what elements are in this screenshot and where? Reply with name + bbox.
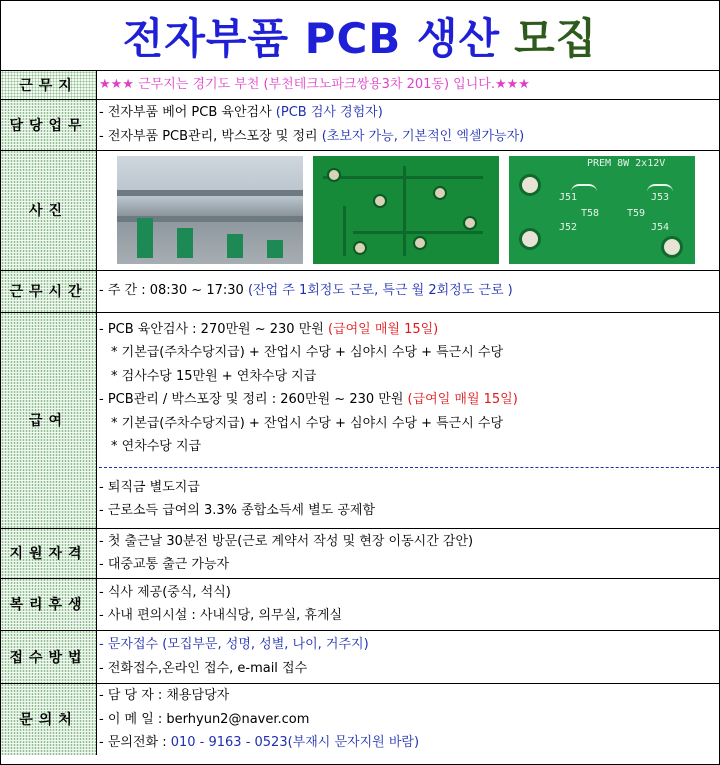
label-pay: 급여 [1, 312, 97, 528]
label-duties: 담당업무 [1, 99, 97, 150]
apply-item: - 전화접수,온라인 접수, e-mail 접수 [99, 660, 308, 676]
label-welfare: 복리후생 [1, 578, 97, 630]
pay-detail: * 기본급(주차수당지급) + 잔업시 수당 + 심야시 수당 + 특근시 수당 [111, 415, 504, 431]
label-location: 근무지 [1, 71, 97, 99]
hours-text: - 주 간 : 08:30 ~ 17:30 (잔업 주 1회정도 근로, 특근 월 2회정도 근로 ) [99, 283, 513, 299]
label-hours: 근무시간 [1, 270, 97, 312]
apply-item: - 문자접수 (모집부문, 성명, 성별, 나이, 거주지) [99, 637, 369, 652]
pay-extra: - 퇴직금 별도지급 [99, 479, 200, 495]
label-contact: 문의처 [1, 683, 97, 755]
label-photos: 사진 [1, 150, 97, 270]
location-text: ★★★ 근무지는 경기도 부천 (부천테크노파크쌍용3차 201동) 입니다.★★★ [99, 77, 530, 92]
pcb-board-photo [313, 156, 499, 264]
welfare-item: - 식사 제공(중식, 석식) [99, 584, 231, 600]
title-main: 전자부품 PCB 생산 [122, 13, 501, 63]
pcb-closeup-photo: PREM 8W 2x12V J51 J52 T58 T59 J53 J54 [509, 156, 695, 264]
label-apply: 접수방법 [1, 630, 97, 683]
qualification-item: - 대중교통 출근 가능자 [99, 557, 230, 572]
info-table [1, 71, 719, 755]
divider [99, 467, 719, 468]
duty-item: - 전자부품 PCB관리, 박스포장 및 정리 (초보자 가능, 기본적인 엑셀가능자) [99, 128, 525, 144]
title-accent: 모집 [514, 13, 598, 63]
pay-job1: - PCB 육안검사 : 270만원 ~ 230 만원 (급여일 매월 15일) [99, 321, 439, 337]
contact-phone[interactable]: - 문의전화 : 010 - 9163 - 0523(부재시 문자지원 바람) [99, 735, 420, 750]
photo-strip [99, 152, 719, 268]
pay-extra: - 근로소득 급여의 3.3% 종합소득세 별도 공제함 [99, 503, 375, 518]
welfare-item: - 사내 편의시설 : 사내식당, 의무실, 휴게실 [99, 608, 343, 623]
factory-photo [117, 156, 303, 264]
page-title [1, 1, 719, 71]
label-qualification: 지원자격 [1, 528, 97, 578]
pay-detail: * 검사수당 15만원 + 연차수당 지급 [111, 368, 317, 384]
contact-manager: - 담 당 자 : 채용담당자 [99, 688, 230, 703]
pay-job2: - PCB관리 / 박스포장 및 정리 : 260만원 ~ 230 만원 (급여일 매월 15일) [99, 392, 518, 407]
pay-detail: * 기본급(주차수당지급) + 잔업시 수당 + 심야시 수당 + 특근시 수당 [111, 345, 504, 360]
pay-detail: * 연차수당 지급 [111, 439, 202, 454]
contact-email[interactable]: - 이 메 일 : berhyun2@naver.com [99, 711, 310, 727]
duty-item: - 전자부품 베어 PCB 육안검사 (PCB 검사 경험자) [99, 105, 383, 120]
qualification-item: - 첫 출근날 30분전 방문(근로 계약서 작성 및 현장 이동시간 감안) [99, 533, 474, 549]
